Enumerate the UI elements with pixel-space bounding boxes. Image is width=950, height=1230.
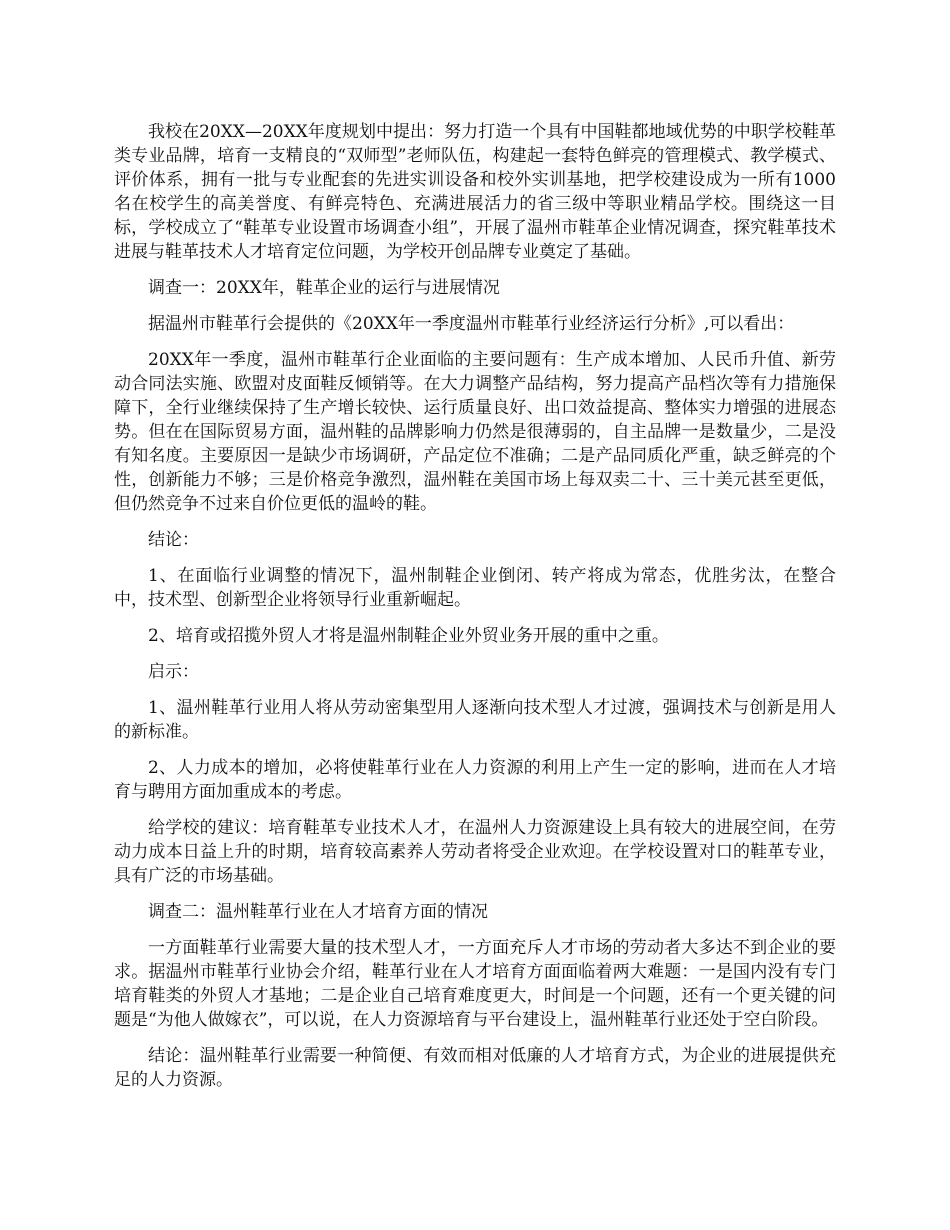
conclusion-item-1: 1、在面临行业调整的情况下，温州制鞋企业倒闭、转产将成为常态，优胜劣汰，在整合中，技术型、创新型企业将领导行业重新崛起。 [114, 566, 836, 610]
final-conclusion-paragraph: 结论：温州鞋革行业需要一种简便、有效而相对低廉的人才培育方式，为企业的进展提供充足的人力资源。 [114, 1046, 836, 1090]
survey-two-heading: 调查二：温州鞋革行业在人才培育方面的情况 [148, 902, 488, 922]
school-suggestion-paragraph: 给学校的建议：培育鞋革专业技术人才，在温州人力资源建设上具有较大的进展空间，在劳动力成本日益上升的时期，培育较高素养人劳动者将受企业欢迎。在学校设置对口的鞋革专业，具有广泛的市场基础。 [114, 818, 836, 886]
conclusion-item-2: 2、培育或招揽外贸人才将是温州制鞋企业外贸业务开展的重中之重。 [148, 626, 669, 646]
document-page [114, 120, 836, 1104]
insight-item-2: 2、人力成本的增加，必将使鞋革行业在人力资源的利用上产生一定的影响，进而在人才培育与聘用方面加重成本的考虑。 [114, 758, 836, 802]
talent-training-paragraph: 一方面鞋革行业需要大量的技术型人才，一方面充斥人才市场的劳动者大多达不到企业的要求。据温州市鞋革行业协会介绍，鞋革行业在人才培育方面面临着两大难题：一是国内没有专门培育鞋类的外贸人才基地；二是企业自己培育难度更大，时间是一个问题，还有一个更关键的问题是“为他人做嫁衣”，可以说，在人力资源培育与平台建设上，温州鞋革行业还处于空白阶段。 [114, 938, 836, 1030]
source-paragraph: 据温州市鞋革行会提供的《20XX年一季度温州市鞋革行业经济运行分析》,可以看出： [148, 314, 795, 334]
conclusion-heading: 结论： [148, 530, 199, 550]
insight-item-1: 1、温州鞋革行业用人将从劳动密集型用人逐渐向技术型人才过渡，强调技术与创新是用人的新标准。 [114, 698, 836, 742]
intro-paragraph: 我校在20XX—20XX年度规划中提出：努力打造一个具有中国鞋都地域优势的中职学校鞋革类专业品牌，培育一支精良的“双师型”老师队伍，构建起一套特色鲜亮的管理模式、教学模式、评价体系，拥有一批与专业配套的先进实训设备和校外实训基地，把学校建设成为一所有1000名在校学生的高美誉度、有鲜亮特色、充满进展活力的省三级中等职业精品学校。围绕这一目标，学校成立了“鞋革专业设置市场调查小组”，开展了温州市鞋革企业情况调查，探究鞋革技术进展与鞋革技术人才培育定位问题，为学校开创品牌专业奠定了基础。 [114, 122, 836, 262]
quarter-analysis-paragraph: 20XX年一季度，温州市鞋革行企业面临的主要问题有：生产成本增加、人民币升值、新劳动合同法实施、欧盟对皮面鞋反倾销等。在大力调整产品结构，努力提高产品档次等有力措施保障下，全行业继续保持了生产增长较快、运行质量良好、出口效益提高、整体实力增强的进展态势。但在在国际贸易方面，温州鞋的品牌影响力仍然是很薄弱的，自主品牌一是数量少，二是没有知名度。主要原因一是缺少市场调研，产品定位不准确；二是产品同质化严重，缺乏鲜亮的个性，创新能力不够；三是价格竞争激烈，温州鞋在美国市场上每双卖二十、三十美元甚至更低，但仍然竞争不过来自价位更低的温岭的鞋。 [114, 350, 836, 514]
insight-heading: 启示： [148, 662, 199, 682]
survey-one-heading: 调查一：20XX年，鞋革企业的运行与进展情况 [148, 278, 500, 298]
